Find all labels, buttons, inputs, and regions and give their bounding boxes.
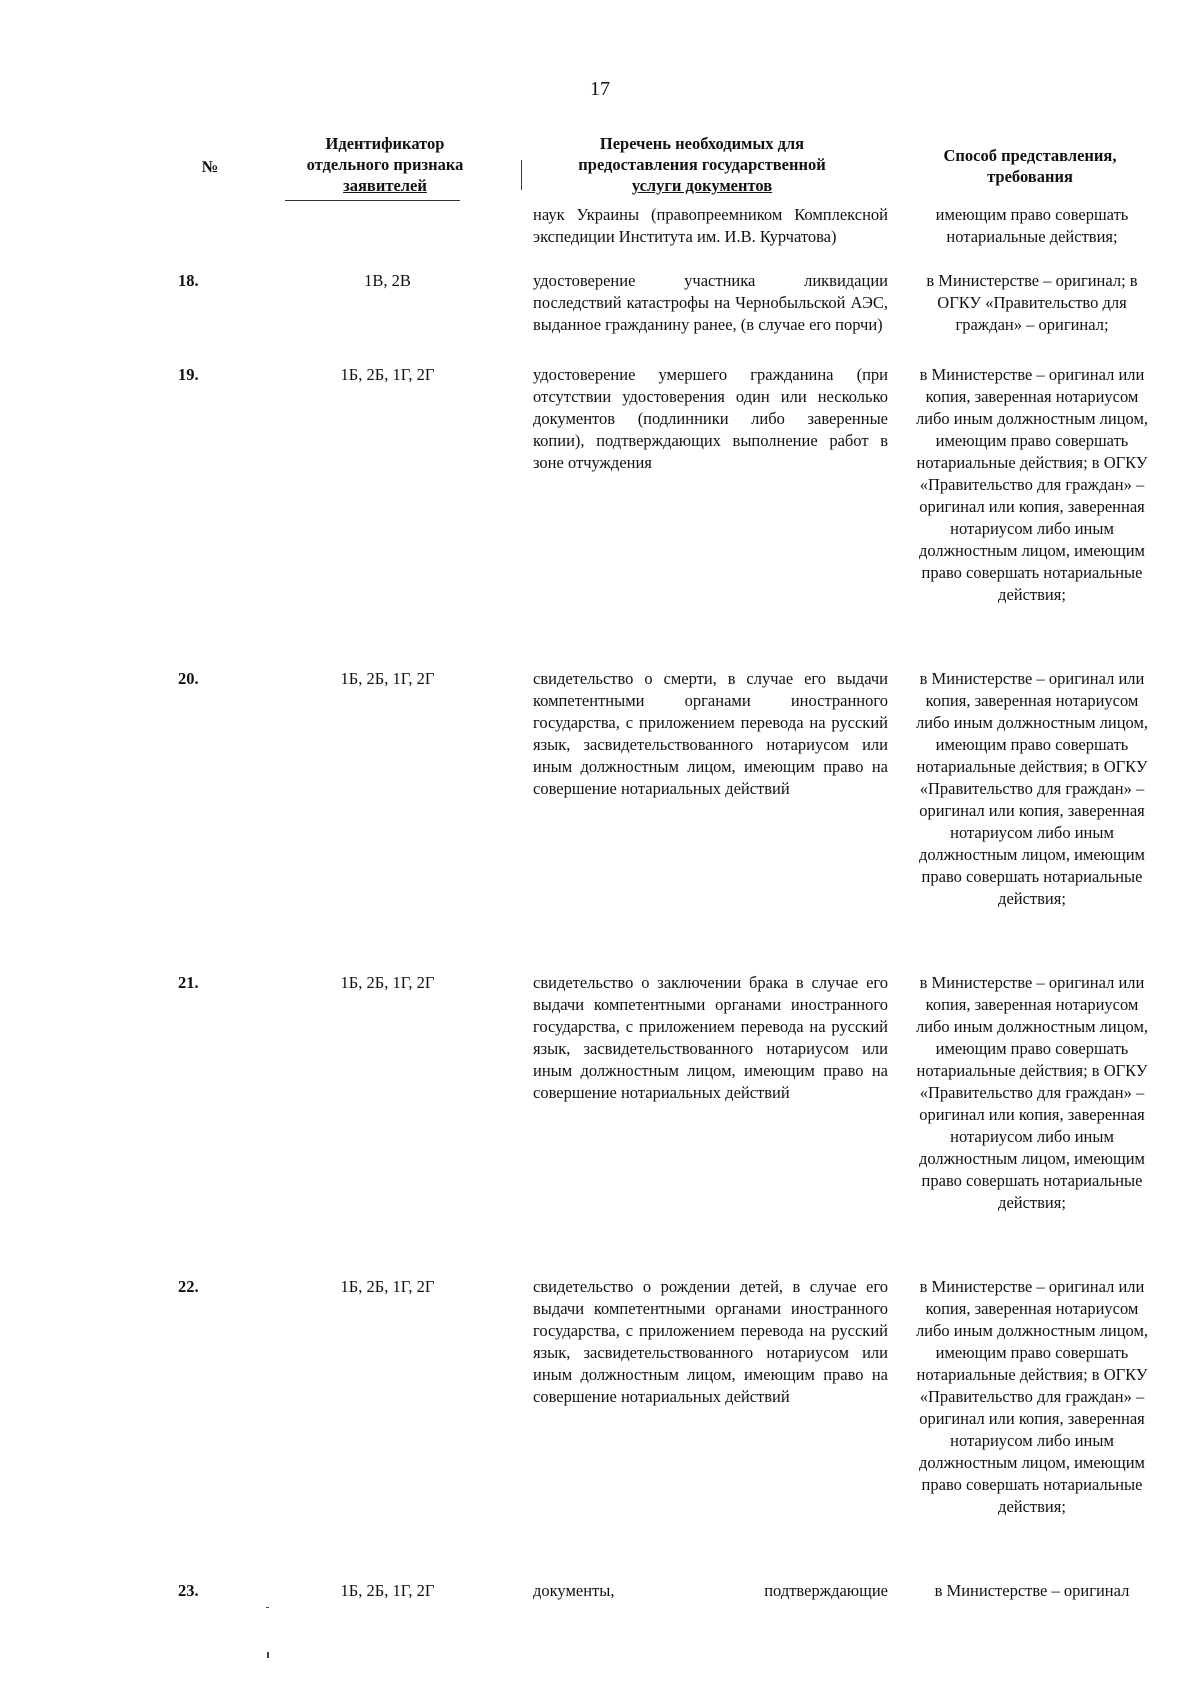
- header-submission-mode-line: требования: [987, 167, 1073, 186]
- header-identifier-line: заявителей: [343, 176, 427, 195]
- row-identifier: 1Б, 2Б, 1Г, 2Г: [340, 365, 435, 384]
- row-submission-mode: имеющим право совершать нотариальные действия;: [935, 205, 1129, 246]
- header-divider: [285, 200, 460, 201]
- row-identifier: 1В, 2В: [364, 271, 411, 290]
- header-divider: [521, 160, 522, 190]
- row-document: свидетельство о заключении брака в случае его выдачи компетентными органами иностранного государства, с приложением перевода на русский язык, засвидетельствованного нотариусом или иным должностным лицом, имеющим право на совершение нотариальных действий: [533, 973, 888, 1102]
- row-identifier: 1Б, 2Б, 1Г, 2Г: [340, 1277, 435, 1296]
- row-identifier: 1Б, 2Б, 1Г, 2Г: [340, 669, 435, 688]
- row-submission-mode: в Министерстве – оригинал или копия, заверенная нотариусом либо иным должностным лицом, имеющим право совершать нотариальные действия; в ОГКУ «Правительство для граждан» – оригинал или копия, заверенная нотариусом либо иным должностным лицом, имеющим право совершать нотариальные действия;: [915, 669, 1149, 908]
- row-submission-mode: в Министерстве – оригинал или копия, заверенная нотариусом либо иным должностным лицом, имеющим право совершать нотариальные действия; в ОГКУ «Правительство для граждан» – оригинал или копия, заверенная нотариусом либо иным должностным лицом, имеющим право совершать нотариальные действия;: [915, 1277, 1149, 1516]
- header-number: №: [201, 157, 219, 176]
- header-document-list: [532, 133, 872, 196]
- row-number: 22.: [178, 1277, 199, 1296]
- page-number: 17: [590, 78, 610, 100]
- header-identifier-line: Идентификатор: [325, 134, 445, 153]
- scan-speck: [267, 1652, 269, 1658]
- row-document: удостоверение умершего гражданина (при отсутствии удостоверения один или несколько документов (подлинники либо заверенные копии), подтверждающих выполнение работ в зоне отчуждения: [533, 365, 888, 472]
- row-identifier: 1Б, 2Б, 1Г, 2Г: [340, 1581, 435, 1600]
- row-submission-mode: в Министерстве – оригинал; в ОГКУ «Правительство для граждан» – оригинал;: [926, 271, 1138, 334]
- row-document: свидетельство о рождении детей, в случае его выдачи компетентными органами иностранного государства, с приложением перевода на русский язык, засвидетельствованного нотариусом или иным должностным лицом, имеющим право на совершение нотариальных действий: [533, 1277, 888, 1406]
- row-submission-mode: в Министерстве – оригинал или копия, заверенная нотариусом либо иным должностным лицом, имеющим право совершать нотариальные действия; в ОГКУ «Правительство для граждан» – оригинал или копия, заверенная нотариусом либо иным должностным лицом, имеющим право совершать нотариальные действия;: [915, 365, 1149, 604]
- header-document-list-line: услуги документов: [631, 176, 773, 195]
- header-submission-mode: [920, 145, 1140, 187]
- header-document-list-line: предоставления государственной: [578, 155, 826, 174]
- row-number: 18.: [178, 271, 199, 290]
- scan-speck: [266, 1607, 269, 1608]
- row-document: документы, подтверждающие: [533, 1581, 888, 1600]
- row-document: удостоверение участника ликвидации последствий катастрофы на Чернобыльской АЭС, выданное гражданину ранее, (в случае его порчи): [533, 271, 888, 334]
- row-number: 19.: [178, 365, 199, 384]
- header-document-list-line: Перечень необходимых для: [599, 134, 805, 153]
- row-number: 23.: [178, 1581, 199, 1600]
- row-number: 21.: [178, 973, 199, 992]
- row-submission-mode: в Министерстве – оригинал или копия, заверенная нотариусом либо иным должностным лицом, имеющим право совершать нотариальные действия; в ОГКУ «Правительство для граждан» – оригинал или копия, заверенная нотариусом либо иным должностным лицом, имеющим право совершать нотариальные действия;: [915, 973, 1149, 1212]
- row-submission-mode: в Министерстве – оригинал: [934, 1581, 1130, 1600]
- row-identifier: 1Б, 2Б, 1Г, 2Г: [340, 973, 435, 992]
- row-number: 20.: [178, 669, 199, 688]
- header-identifier-line: отдельного признака: [306, 155, 464, 174]
- header-submission-mode-line: Способ представления,: [943, 146, 1117, 165]
- header-identifier: [270, 133, 500, 196]
- row-document: свидетельство о смерти, в случае его выдачи компетентными органами иностранного государства, с приложением перевода на русский язык, засвидетельствованного нотариусом или иным должностным лицом, имеющим право на совершение нотариальных действий: [533, 669, 888, 798]
- row-document: наук Украины (правопреемником Комплексной экспедиции Института им. И.В. Курчатова): [533, 205, 888, 246]
